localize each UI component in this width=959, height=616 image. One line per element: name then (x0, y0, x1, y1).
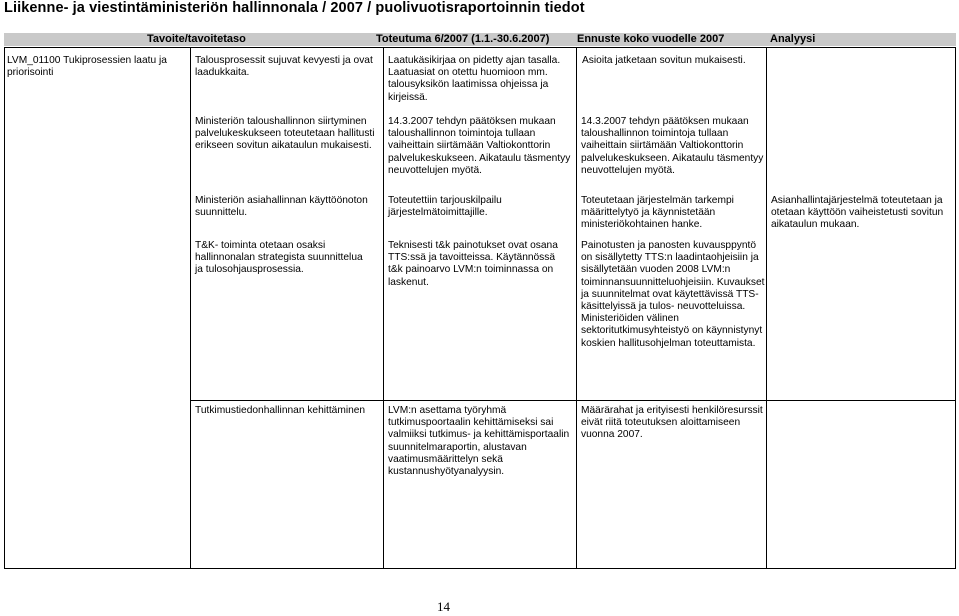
grid-line (576, 47, 577, 569)
row-1-forecast: Asioita jatketaan sovitun mukaisesti. (582, 55, 746, 66)
row-4-goal: T&K- toiminta otetaan osaksi hallinnonalan strategista suunnittelua ja tulosohjausprosessia. (195, 240, 363, 276)
header-analysis: Analyysi (770, 33, 816, 45)
row-1-actual: Laatukäsikirjaa on pidetty ajan tasalla. Laatuasiat on otettu huomioon mm. talousyksikön laatimissa ohjeissa ja kirjeissä. (388, 55, 561, 103)
row-2-forecast: 14.3.2007 tehdyn päätöksen mukaan taloushallinnon toimintoja tullaan vaiheittain siirtämään Valtiokonttorin palvelukeskukseen. Aikataulu täsmentyy neuvottelujen myötä. (581, 116, 764, 176)
grid-line (4, 47, 956, 48)
grid-line (4, 568, 956, 569)
row-4-forecast: Painotusten ja panosten kuvausppyntö on sisällytetty TTS:n laadintaohjeisiin ja sisällytetään vuoden 2008 LVM:n toiminnansuunnitteluohjeisiin. Kuvaukset ja suunnitelmat ovat käytettävissä TTS-käsittelyissä ja tulos- neuvotteluissa. Ministeriöiden välinen sektoritutkimusyhteistyö on käynnistynyt koskien hallitusohjelman toteuttamista. (581, 240, 765, 349)
row-5-goal: Tutkimustiedonhallinnan kehittäminen (195, 405, 366, 416)
grid-line (190, 400, 956, 401)
grid-line (4, 47, 5, 569)
row-3-goal: Ministeriön asiahallinnan käyttöönoton suunnittelu. (195, 195, 368, 219)
row-3-forecast: Toteutetaan järjestelmän tarkempi määrittelytyö ja käynnistetään ministeriökohtainen hanke. (581, 195, 734, 231)
row-3-analysis: Asianhallintajärjestelmä toteutetaan ja otetaan käyttöön vaiheistetusti sovitun aikataulun mukaan. (771, 195, 944, 231)
grid-line (766, 47, 767, 569)
row-5-actual: LVM:n asettama työryhmä tutkimuspoortaalin kehittämiseksi sai valmiiksi tutkimus- ja kehittämisportaalin suunnitelmaraportin, alustavan vaatimusmäärittelyn sekä kustannushyötyanalyysin. (388, 405, 570, 478)
row-2-actual: 14.3.2007 tehdyn päätöksen mukaan taloushallinnon toimintoja tullaan vaiheittain siirtämään Valtiokonttorin palvelukeskukseen. Aikataulu täsmentyy neuvottelujen myötä. (388, 116, 571, 176)
header-forecast: Ennuste koko vuodelle 2007 (577, 33, 725, 45)
row-1-goal: Talousprosessit sujuvat kevyesti ja ovat laadukkaita. (195, 55, 373, 79)
grid-line (955, 47, 956, 569)
row-5-forecast: Määrärahat ja erityisesti henkilöresurssit eivät riitä toteutuksen aloittamiseen vuonna 2007. (581, 405, 763, 441)
row-2-goal: Ministeriön taloushallinnon siirtyminen palvelukeskukseen toteutetaan hallitusti erikseen sovitun aikataulun mukaisesti. (195, 116, 375, 152)
grid-line (190, 47, 191, 569)
page-title: Liikenne- ja viestintäministeriön hallinnonala / 2007 / puolivuotisraportoinnin tiedot (4, 0, 585, 16)
row-3-actual: Toteutettiin tarjouskilpailu järjestelmätoimittajille. (388, 195, 502, 219)
grid-line (383, 47, 384, 569)
process-name: LVM_01100 Tukiprosessien laatu ja priorisointi (7, 55, 167, 79)
header-goal: Tavoite/tavoitetaso (147, 33, 246, 45)
header-actual: Toteutuma 6/2007 (1.1.-30.6.2007) (376, 33, 550, 45)
row-4-actual: Teknisesti t&k painotukset ovat osana TTS:ssä ja tavoitteissa. Käytännössä t&k painoarvo LVM:n toiminnassa on laskenut. (388, 240, 558, 288)
page-number: 14 (437, 599, 450, 614)
